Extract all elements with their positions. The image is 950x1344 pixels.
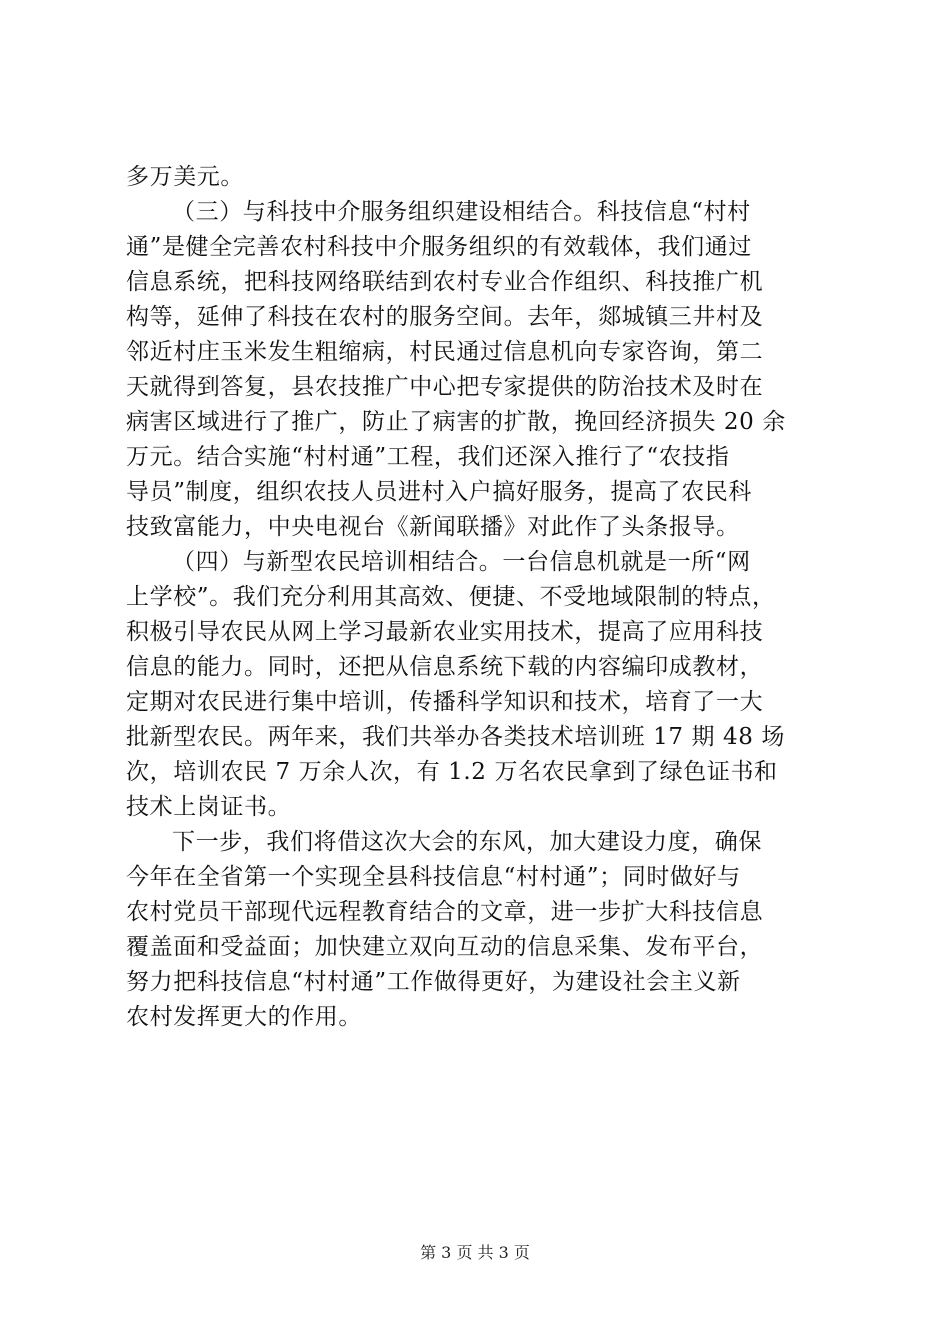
document-body [126, 160, 831, 1035]
text-line: 上学校”。我们充分利用其高效、便捷、不受地域限制的特点， [126, 584, 776, 610]
text-line: 批新型农民。两年来，我们共举办各类技术培训班 17 期 48 场 [126, 724, 785, 750]
text-line: 技致富能力，中央电视台《新闻联播》对此作了头条报导。 [126, 514, 740, 540]
text-line: 覆盖面和受益面；加快建立双向互动的信息采集、发布平台， [126, 934, 764, 960]
text-line: 天就得到答复，县农技推广中心把专家提供的防治技术及时在 [126, 374, 764, 400]
text-line: 农村发挥更大的作用。 [126, 1004, 362, 1030]
text-line: 病害区域进行了推广，防止了病害的扩散，挽回经济损失 20 余 [126, 409, 786, 435]
text-line: 今年在全省第一个实现全县科技信息“村村通”；同时做好与 [126, 864, 741, 890]
text-line: （四）与新型农民培训相结合。一台信息机就是一所“网 [172, 549, 751, 575]
page-footer [0, 1242, 950, 1264]
text-line: 努力把科技信息“村村通”工作做得更好，为建设社会主义新 [126, 969, 741, 995]
text-line: 积极引导农民从网上学习最新农业实用技术，提高了应用科技 [126, 619, 764, 645]
text-line: 通”是健全完善农村科技中介服务组织的有效载体，我们通过 [126, 234, 752, 260]
text-line: 次，培训农民 7 万余人次，有 1.2 万名农民拿到了绿色证书和 [126, 759, 778, 785]
text-line: 构等，延伸了科技在农村的服务空间。去年，郯城镇三井村及 [126, 304, 764, 330]
text-line: 下一步，我们将借这次大会的东风，加大建设力度，确保 [172, 829, 762, 855]
text-line: 多万美元。 [126, 164, 244, 190]
page-number-label: 第 3 页 共 3 页 [420, 1243, 530, 1262]
text-line: 邻近村庄玉米发生粗缩病，村民通过信息机向专家咨询，第二 [126, 339, 764, 365]
text-line: 技术上岗证书。 [126, 794, 292, 820]
text-line: 定期对农民进行集中培训，传播科学知识和技术，培育了一大 [126, 689, 764, 715]
text-line: 导员”制度，组织农技人员进村入户搞好服务，提高了农民科 [126, 479, 752, 505]
text-line: 信息的能力。同时，还把从信息系统下载的内容编印成教材， [126, 654, 764, 680]
text-line: 农村党员干部现代远程教育结合的文章，进一步扩大科技信息 [126, 899, 764, 925]
text-line: 万元。结合实施“村村通”工程，我们还深入推行了“农技指 [126, 444, 730, 470]
text-line: 信息系统，把科技网络联结到农村专业合作组织、科技推广机 [126, 269, 764, 295]
text-line: （三）与科技中介服务组织建设相结合。科技信息“村村 [172, 199, 751, 225]
